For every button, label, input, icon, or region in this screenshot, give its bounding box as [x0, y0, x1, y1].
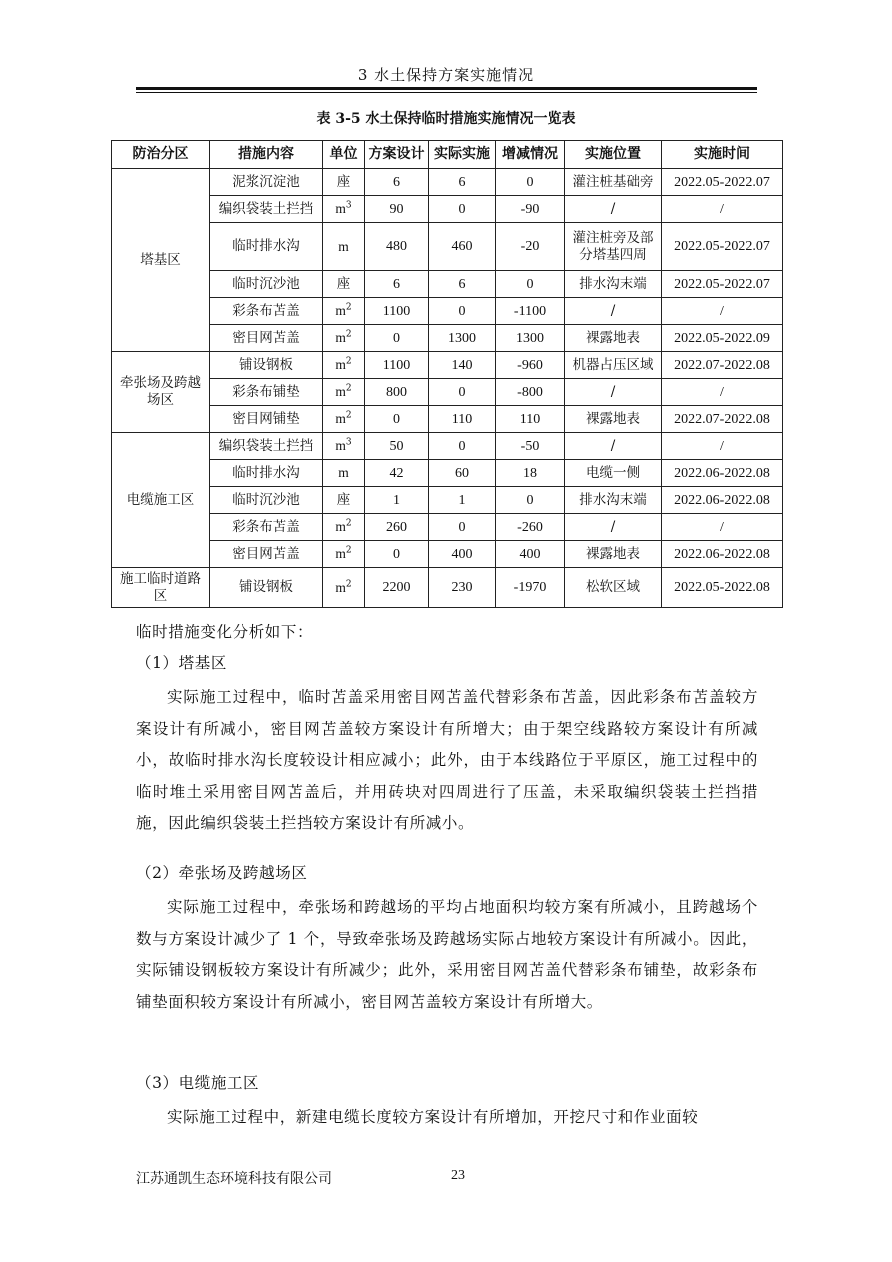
design-cell: 0 [365, 541, 429, 568]
location-cell: 裸露地表 [565, 406, 662, 433]
location-cell: 灌注桩基础旁 [565, 169, 662, 196]
design-cell: 1100 [365, 352, 429, 379]
unit-exponent: 2 [345, 579, 352, 589]
actual-cell: 0 [429, 379, 496, 406]
location-cell: 松软区域 [565, 568, 662, 608]
time-cell: / [662, 298, 783, 325]
unit-exponent: 2 [345, 518, 352, 529]
unit-cell [323, 325, 365, 352]
measure-cell: 泥浆沉淀池 [210, 169, 323, 196]
location-cell: / [565, 298, 662, 325]
unit-text: m [335, 438, 346, 453]
section3-title: （3）电缆施工区 [136, 1074, 260, 1092]
location-cell: / [565, 379, 662, 406]
change-cell: -50 [496, 433, 565, 460]
location-cell: 排水沟末端 [565, 487, 662, 514]
unit-text: m [335, 303, 346, 318]
time-cell: 2022.05-2022.07 [662, 271, 783, 298]
actual-cell: 6 [429, 169, 496, 196]
design-cell: 1100 [365, 298, 429, 325]
measure-cell: 彩条布铺垫 [210, 379, 323, 406]
header-rule-thick [136, 87, 757, 90]
table-row [112, 298, 783, 325]
measure-cell: 彩条布苫盖 [210, 514, 323, 541]
measure-cell: 临时沉沙池 [210, 271, 323, 298]
measure-cell: 编织袋装土拦挡 [210, 196, 323, 223]
design-cell: 42 [365, 460, 429, 487]
design-cell: 800 [365, 379, 429, 406]
table-row [112, 433, 783, 460]
location-cell: 电缆一侧 [565, 460, 662, 487]
header-cell: 防治分区 [112, 141, 210, 169]
table-body [112, 169, 783, 608]
footer-company: 江苏通凯生态环境科技有限公司 [136, 1171, 332, 1187]
table-row [112, 352, 783, 379]
unit-cell [323, 352, 365, 379]
design-cell: 0 [365, 406, 429, 433]
section1-title: （1）塔基区 [136, 654, 227, 672]
header-rule-thin [136, 92, 757, 93]
unit-text: 座 [336, 492, 351, 507]
header-cell: 实施位置 [565, 141, 662, 169]
unit-exponent: 3 [345, 200, 352, 211]
design-cell: 0 [365, 325, 429, 352]
table-row [112, 325, 783, 352]
unit-cell [323, 568, 365, 608]
measure-cell: 临时沉沙池 [210, 487, 323, 514]
design-cell: 2200 [365, 568, 429, 608]
change-cell: -1100 [496, 298, 565, 325]
unit-exponent: 2 [345, 302, 352, 313]
change-cell: -260 [496, 514, 565, 541]
unit-cell [323, 223, 365, 271]
zone-cell: 电缆施工区 [112, 433, 210, 568]
actual-cell: 230 [429, 568, 496, 608]
unit-cell [323, 514, 365, 541]
unit-exponent: 2 [345, 356, 352, 367]
unit-text: 座 [336, 174, 351, 189]
change-cell: -800 [496, 379, 565, 406]
design-cell: 50 [365, 433, 429, 460]
change-cell: 0 [496, 271, 565, 298]
unit-cell [323, 379, 365, 406]
table-row [112, 169, 783, 196]
header-cell: 实施时间 [662, 141, 783, 169]
actual-cell: 60 [429, 460, 496, 487]
change-cell: 1300 [496, 325, 565, 352]
change-cell: -90 [496, 196, 565, 223]
section1-text: 实际施工过程中，临时苫盖采用密目网苫盖代替彩条布苫盖，因此彩条布苫盖较方案设计有所减小，密目网苫盖较方案设计有所增大；由于架空线路较方案设计有所减小，故临时排水沟长度较设计相应减小；此外，由于本线路位于平原区，施工过程中的临时堆土采用密目网苫盖后，并用砖块对四周进行了压盖，未采取编织袋装土拦挡措施，因此编织袋装土拦挡较方案设计有所减小。 [136, 688, 758, 832]
unit-text: m [338, 465, 349, 480]
actual-cell: 1 [429, 487, 496, 514]
unit-text: m [335, 519, 346, 534]
measure-cell: 密目网铺垫 [210, 406, 323, 433]
unit-exponent: 2 [345, 383, 352, 394]
measure-cell: 彩条布苫盖 [210, 298, 323, 325]
table-row [112, 379, 783, 406]
time-cell: / [662, 379, 783, 406]
location-cell: / [565, 514, 662, 541]
time-cell: / [662, 433, 783, 460]
time-cell: 2022.07-2022.08 [662, 406, 783, 433]
design-cell: 480 [365, 223, 429, 271]
unit-cell [323, 271, 365, 298]
design-cell: 6 [365, 169, 429, 196]
measures-table [111, 140, 783, 608]
location-cell: / [565, 433, 662, 460]
time-cell: / [662, 196, 783, 223]
header-cell: 增减情况 [496, 141, 565, 169]
time-cell: / [662, 514, 783, 541]
zone-cell: 施工临时道路区 [112, 568, 210, 608]
change-cell: -960 [496, 352, 565, 379]
unit-text: m [338, 238, 349, 254]
unit-text: m [335, 411, 346, 426]
actual-cell: 0 [429, 433, 496, 460]
change-cell: 110 [496, 406, 565, 433]
change-cell: 18 [496, 460, 565, 487]
unit-cell [323, 487, 365, 514]
unit-text: m [335, 357, 346, 372]
zone-cell: 塔基区 [112, 169, 210, 352]
unit-exponent: 2 [345, 545, 352, 556]
unit-cell [323, 169, 365, 196]
table-caption: 表 3-5 水土保持临时措施实施情况一览表 [316, 111, 576, 127]
table-row [112, 196, 783, 223]
unit-text: m [335, 546, 346, 561]
table-row [112, 406, 783, 433]
design-cell: 6 [365, 271, 429, 298]
location-cell: 灌注桩旁及部分塔基四周 [565, 223, 662, 271]
actual-cell: 400 [429, 541, 496, 568]
actual-cell: 1300 [429, 325, 496, 352]
change-cell: 0 [496, 169, 565, 196]
actual-cell: 0 [429, 514, 496, 541]
time-cell: 2022.05-2022.07 [662, 169, 783, 196]
section3-text: 实际施工过程中，新建电缆长度较方案设计有所增加，开挖尺寸和作业面较 [167, 1108, 699, 1126]
time-cell: 2022.06-2022.08 [662, 460, 783, 487]
time-cell: 2022.05-2022.07 [662, 223, 783, 271]
header-cell: 单位 [323, 141, 365, 169]
zone-cell: 牵张场及跨越场区 [112, 352, 210, 433]
time-cell: 2022.06-2022.08 [662, 541, 783, 568]
page-number: 23 [451, 1168, 465, 1183]
unit-cell [323, 433, 365, 460]
section2-text: 实际施工过程中，牵张场和跨越场的平均占地面积均较方案有所减小，且跨越场个数与方案设计减少了 1 个，导致牵张场及跨越场实际占地较方案设计有所减小。因此，实际铺设钢板较方案设计有所减少；此外，采用密目网苫盖代替彩条布铺垫，故彩条布铺垫面积较方案设计有所减小，密目网苫盖较方案设计有所增大。 [136, 898, 758, 1011]
actual-cell: 460 [429, 223, 496, 271]
table-row [112, 514, 783, 541]
design-cell: 90 [365, 196, 429, 223]
table-row [112, 271, 783, 298]
unit-cell [323, 541, 365, 568]
location-cell: 机器占压区域 [565, 352, 662, 379]
time-cell: 2022.05-2022.09 [662, 325, 783, 352]
measure-cell: 密目网苫盖 [210, 325, 323, 352]
table-row [112, 487, 783, 514]
running-header: 3 水土保持方案实施情况 [357, 66, 535, 84]
measure-cell: 临时排水沟 [210, 460, 323, 487]
unit-cell [323, 298, 365, 325]
header-cell: 措施内容 [210, 141, 323, 169]
unit-exponent: 3 [345, 437, 352, 448]
change-cell: 0 [496, 487, 565, 514]
measure-cell: 铺设钢板 [210, 352, 323, 379]
time-cell: 2022.06-2022.08 [662, 487, 783, 514]
unit-cell [323, 196, 365, 223]
table-row [112, 223, 783, 271]
actual-cell: 0 [429, 298, 496, 325]
unit-text: m [335, 330, 346, 345]
header-cell: 方案设计 [365, 141, 429, 169]
time-cell: 2022.07-2022.08 [662, 352, 783, 379]
table-row [112, 568, 783, 608]
intro-text: 临时措施变化分析如下： [136, 623, 314, 641]
actual-cell: 0 [429, 196, 496, 223]
actual-cell: 110 [429, 406, 496, 433]
table-row [112, 460, 783, 487]
section2-title: （2）牵张场及跨越场区 [136, 864, 308, 882]
design-cell: 1 [365, 487, 429, 514]
change-cell: -20 [496, 223, 565, 271]
unit-text: m [335, 384, 346, 399]
location-cell: / [565, 196, 662, 223]
location-cell: 排水沟末端 [565, 271, 662, 298]
table-row [112, 541, 783, 568]
actual-cell: 140 [429, 352, 496, 379]
change-cell: -1970 [496, 568, 565, 608]
unit-text: m [335, 201, 346, 216]
design-cell: 260 [365, 514, 429, 541]
measure-cell: 临时排水沟 [210, 223, 323, 271]
actual-cell: 6 [429, 271, 496, 298]
location-cell: 裸露地表 [565, 541, 662, 568]
unit-text: 座 [336, 276, 351, 291]
measure-cell: 铺设钢板 [210, 568, 323, 608]
change-cell: 400 [496, 541, 565, 568]
header-cell: 实际实施 [429, 141, 496, 169]
table-header-row [112, 141, 783, 169]
unit-cell [323, 406, 365, 433]
unit-exponent: 2 [345, 329, 352, 340]
time-cell: 2022.05-2022.08 [662, 568, 783, 608]
measure-cell: 编织袋装土拦挡 [210, 433, 323, 460]
unit-text: m [335, 579, 346, 595]
measure-cell: 密目网苫盖 [210, 541, 323, 568]
unit-cell [323, 460, 365, 487]
location-cell: 裸露地表 [565, 325, 662, 352]
unit-exponent: 2 [345, 410, 352, 421]
